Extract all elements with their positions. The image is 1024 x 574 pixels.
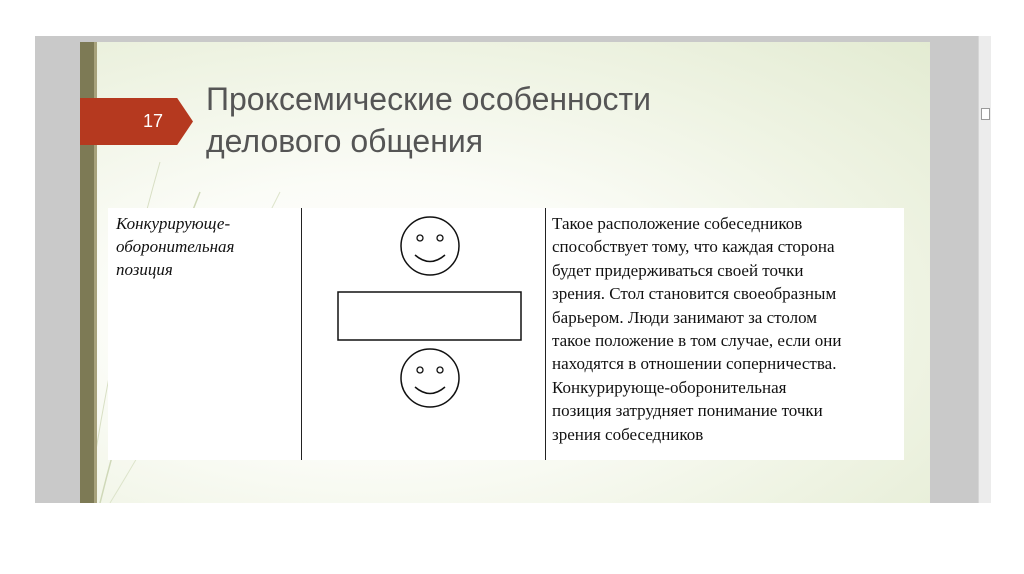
seating-diagram bbox=[328, 208, 528, 460]
description-line: находятся в отношении соперничества. bbox=[552, 354, 837, 374]
description-line: зрения собеседников bbox=[552, 424, 704, 444]
position-name-line-2: оборонительная bbox=[116, 237, 235, 256]
smiley-face-icon bbox=[401, 217, 459, 275]
table-column-divider-2 bbox=[545, 208, 546, 460]
position-name-line-1: Конкурирующе- bbox=[116, 214, 231, 233]
description-line: зрения. Стол становится своеобразным bbox=[552, 284, 837, 304]
proxemics-table bbox=[108, 208, 904, 460]
slide bbox=[80, 42, 930, 503]
slide-title-line-1: Проксемические особенности bbox=[206, 81, 652, 117]
description-line: такое положение в том случае, если они bbox=[552, 331, 842, 351]
description-line: будет придерживаться своей точки bbox=[552, 260, 804, 280]
slide-number-flag bbox=[80, 98, 193, 145]
description-line: способствует тому, что каждая сторона bbox=[552, 237, 835, 257]
vertical-scrollbar[interactable] bbox=[978, 36, 991, 503]
scrollbar-thumb[interactable] bbox=[981, 108, 990, 120]
description-line: позиция затрудняет понимание точки bbox=[552, 401, 823, 421]
table-rectangle-icon bbox=[338, 292, 521, 340]
slide-title bbox=[206, 78, 806, 162]
description-line: барьером. Люди занимают за столом bbox=[552, 307, 818, 327]
position-name-line-3: позиция bbox=[116, 260, 173, 279]
description-cell bbox=[552, 212, 902, 446]
slide-number: 17 bbox=[143, 111, 164, 131]
smiley-face-icon bbox=[401, 349, 459, 407]
table-column-divider-1 bbox=[301, 208, 302, 460]
position-name-cell bbox=[116, 212, 296, 281]
slide-title-line-2: делового общения bbox=[206, 123, 484, 159]
description-line: Конкурирующе-оборонительная bbox=[552, 377, 787, 397]
description-line: Такое расположение собеседников bbox=[552, 214, 803, 233]
